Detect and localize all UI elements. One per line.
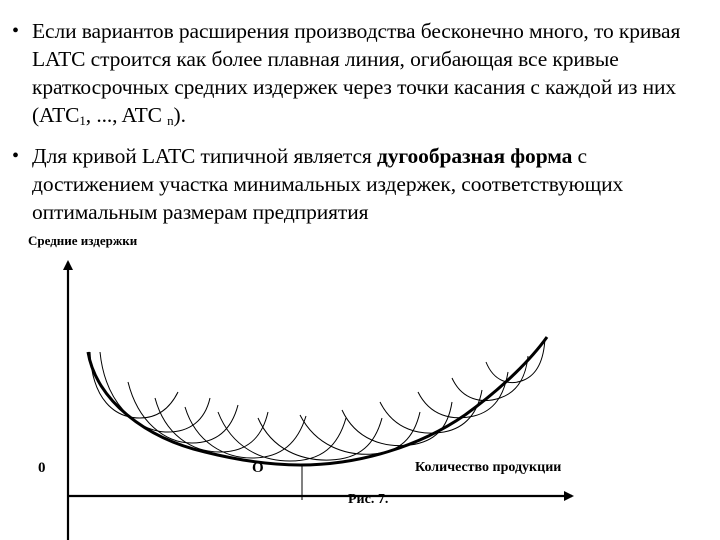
y-axis-label: Средние издержки xyxy=(28,233,138,248)
bullet-marker: • xyxy=(12,20,20,42)
atc-curve-10 xyxy=(380,390,482,433)
bullet-text-1-part1: Если вариантов расширения производства бесконечно много, то кривая LATC строится как более плавная линия, огибающая все кривые краткосрочных средних издержек через точки касания с каждой из них (ATC xyxy=(32,19,681,127)
cost-curves-figure xyxy=(0,225,720,540)
bullet-text-2-part1: Для кривой LATC типичной является xyxy=(32,144,377,168)
bullet-text-1-sub1: 1 xyxy=(79,113,86,128)
bullet-text-1-sub2: n xyxy=(167,113,174,128)
atc-curve-11 xyxy=(418,372,508,418)
latc-envelope-curve xyxy=(88,337,547,465)
x-axis-label: Количество продукции xyxy=(415,460,562,475)
short-run-atc-curves xyxy=(90,338,545,461)
atc-curve-3 xyxy=(128,382,238,443)
origin-label: 0 xyxy=(38,460,46,476)
atc-curve-4 xyxy=(155,398,268,452)
bullet-text-1-part3: ). xyxy=(173,103,186,127)
atc-curve-9 xyxy=(342,402,452,446)
bullet-marker: • xyxy=(12,145,20,167)
atc-curve-6 xyxy=(218,412,346,461)
bullet-text-2-bold: дугообразная форма xyxy=(376,144,573,168)
bullet-text-2-part2: с достижением участка минимальных издержек, соответствующих оптимальным размерам предприятия xyxy=(32,144,624,224)
bullet-text-1 xyxy=(32,17,700,129)
atc-curve-1 xyxy=(90,352,178,418)
bullet-text-1-part2: , ..., ATC xyxy=(85,103,168,127)
optimum-label: O xyxy=(252,460,264,476)
atc-curve-13 xyxy=(486,338,545,383)
atc-curve-2 xyxy=(100,352,210,432)
bullet-text-2 xyxy=(32,142,700,226)
figure-caption: Рис. 7. xyxy=(348,492,389,507)
